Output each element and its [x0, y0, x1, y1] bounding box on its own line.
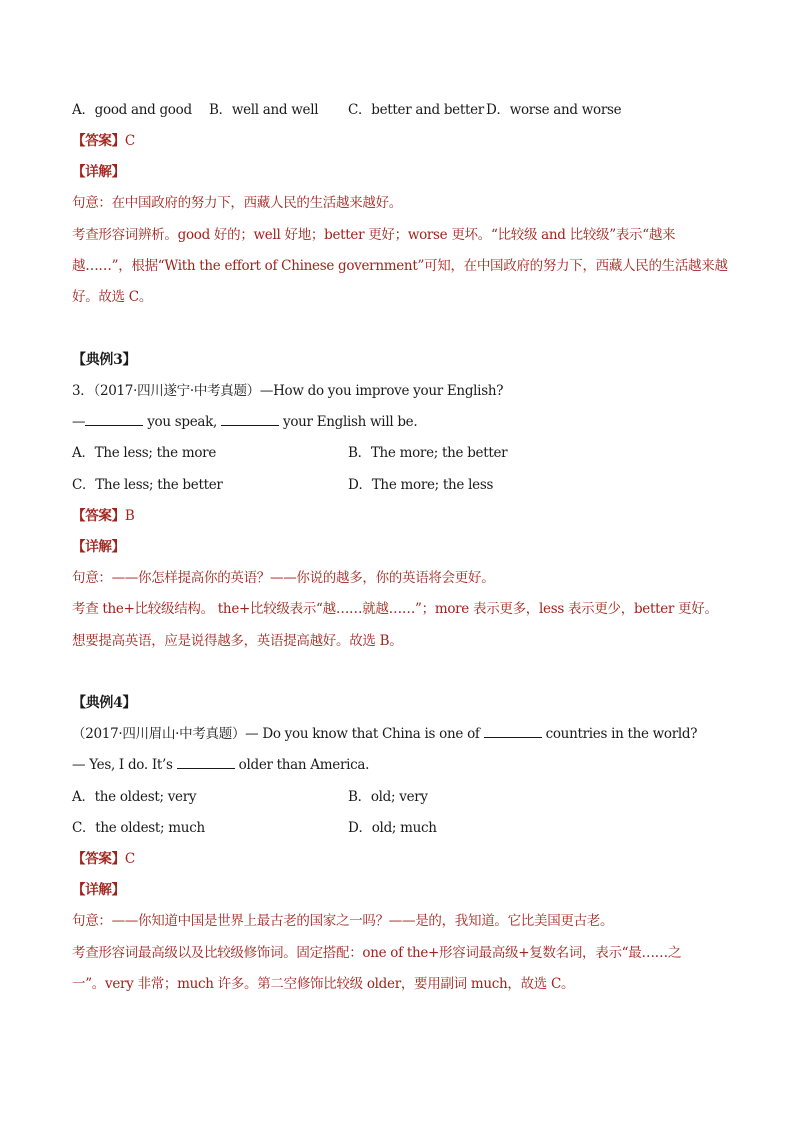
- ex3-option-c: C．The less; the better: [72, 477, 223, 493]
- answer-blank: [177, 756, 235, 769]
- ex3-option-b: B．The more; the better: [348, 445, 508, 461]
- ex4-question-line-2: [72, 756, 369, 774]
- ex4-meaning: 句意：——你知道中国是世界上最古老的国家之一吗？——是的，我知道。它比美国更古老。: [72, 913, 614, 929]
- question-text: countries in the world?: [541, 726, 698, 742]
- ex4-detail-tag: 【详解】: [72, 882, 125, 898]
- ex4-option-c: C．the oldest; much: [72, 820, 205, 836]
- ex3-detail-tag: 【详解】: [72, 539, 125, 555]
- ex2-answer: [72, 132, 135, 150]
- ex4-question: [72, 725, 697, 743]
- ex2-option-b: B．well and well: [209, 102, 319, 118]
- ex2-option-a: A．good and good: [72, 102, 192, 118]
- ex2-option-c: C．better and better: [348, 102, 484, 118]
- ex4-option-b: B．old; very: [348, 789, 428, 805]
- ex3-question: 3．（2017·四川遂宁·中考真题）—How do you improve your English?: [72, 383, 504, 399]
- answer-value: B: [124, 508, 135, 524]
- ex3-analysis-line-2: 想要提高英语，应是说得越多，英语提高越好。故选 B。: [72, 633, 403, 649]
- answer-blank: [221, 413, 279, 426]
- ex3-analysis-line-1: 考查 the+比较级结构。 the+比较级表示“越……就越……”；more 表示更多，less 表示更少，better 更好。: [72, 601, 718, 617]
- question-text: your English will be.: [279, 414, 418, 430]
- ex3-option-a: A．The less; the more: [72, 445, 217, 461]
- answer-value: C: [124, 133, 135, 149]
- ex4-analysis-line-1: 考查形容词最高级以及比较级修饰词。固定搭配：one of the+形容词最高级+复数名词，表示“最……之: [72, 945, 682, 961]
- answer-blank: [484, 725, 542, 738]
- question-text: older than America.: [234, 757, 370, 773]
- ex3-meaning: 句意：——你怎样提高你的英语？——你说的越多，你的英语将会更好。: [72, 570, 495, 586]
- ex4-analysis-line-2: 一”。very 非常；much 许多。第二空修饰比较级 older，要用副词 much，故选 C。: [72, 976, 575, 992]
- answer-tag: 【答案】: [72, 851, 125, 867]
- ex4-option-d: D．old; much: [348, 820, 437, 836]
- answer-value: C: [124, 851, 135, 867]
- answer-tag: 【答案】: [72, 508, 125, 524]
- ex4-answer: [72, 850, 135, 868]
- answer-blank: [85, 413, 143, 426]
- ex3-heading: 【典例3】: [72, 352, 137, 368]
- ex3-question-line-2: [72, 413, 417, 431]
- ex2-meaning: 句意：在中国政府的努力下，西藏人民的生活越来越好。: [72, 195, 402, 211]
- ex4-option-a: A．the oldest; very: [72, 789, 197, 805]
- ex3-answer: [72, 507, 134, 525]
- answer-tag: 【答案】: [72, 133, 125, 149]
- ex2-analysis-line-1: 考查形容词辨析。good 好的；well 好地；better 更好；worse 更坏。“比较级 and 比较级”表示“越来: [72, 227, 676, 243]
- question-text: you speak,: [143, 414, 222, 430]
- ex4-heading: 【典例4】: [72, 695, 137, 711]
- question-text: — Yes, I do. It’s: [72, 757, 177, 773]
- dash: —: [72, 414, 86, 430]
- question-text: （2017·四川眉山·中考真题）— Do you know that China is one of: [72, 726, 484, 742]
- ex2-option-d: D．worse and worse: [486, 102, 622, 118]
- ex2-detail-tag: 【详解】: [72, 164, 125, 180]
- ex2-analysis-line-3: 好。故选 C。: [72, 289, 153, 305]
- ex2-analysis-line-2: 越……”，根据“With the effort of Chinese government”可知，在中国政府的努力下，西藏人民的生活越来越: [72, 258, 728, 274]
- ex3-option-d: D．The more; the less: [348, 477, 494, 493]
